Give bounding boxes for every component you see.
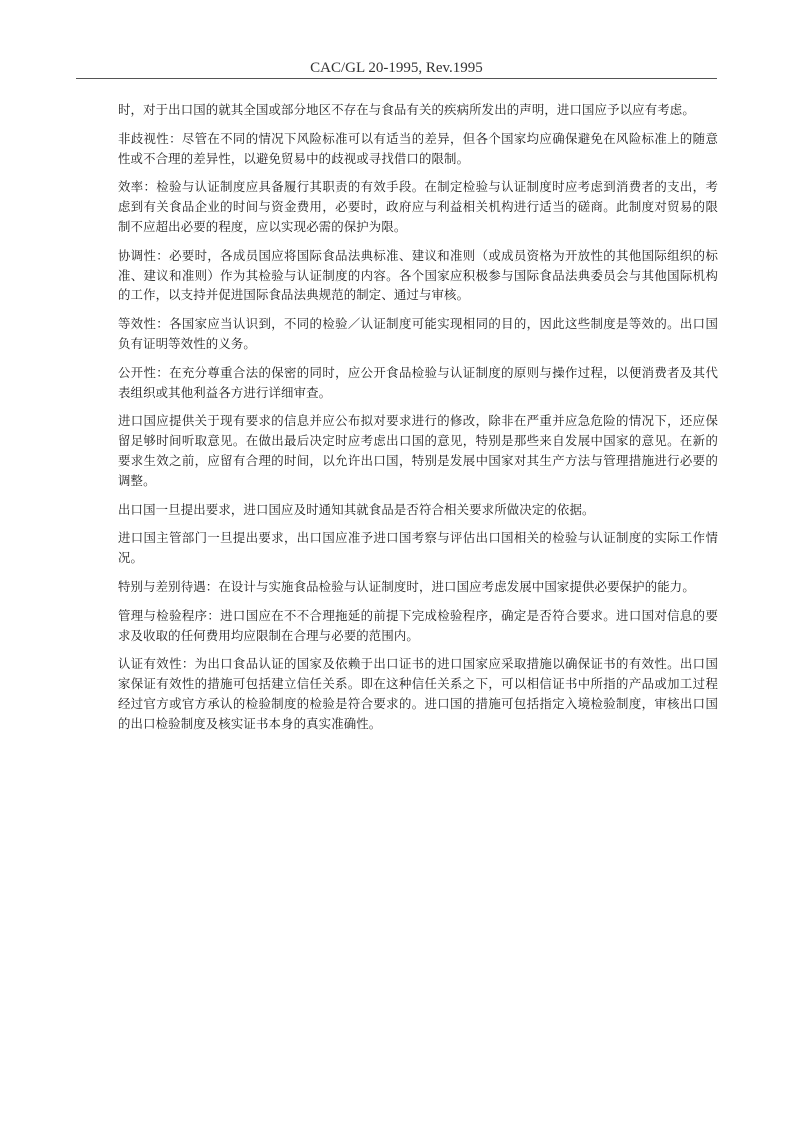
document-code-header: CAC/GL 20-1995, Rev.1995: [310, 60, 483, 76]
document-body: [118, 100, 718, 743]
paragraph-importer-information: 进口国应提供关于现有要求的信息并应公布拟对要求进行的修改，除非在严重并应急危险的情况下，还应保留足够时间听取意见。在做出最后决定时应考虑出口国的意见，特别是那些来自发展中国家的意见。在新的要求生效之前，应留有合理的时间，以允许出口国，特别是发展中国家对其生产方法与管理措施进行必要的调整。: [118, 413, 718, 488]
paragraph-harmonization: 协调性：必要时，各成员国应将国际食品法典标准、建议和准则（或成员资格为开放性的其他国际组织的标准、建议和准则）作为其检验与认证制度的内容。各个国家应积极参与国际食品法典委员会与其他国际机构的工作，以支持并促进国际食品法典规范的制定、通过与审核。: [118, 247, 718, 303]
paragraph-control-inspection-procedures: 管理与检验程序：进口国应在不不合理拖延的前提下完成检验程序，确定是否符合要求。进口国对信息的要求及收取的任何费用均应限制在合理与必要的范围内。: [118, 607, 718, 643]
header-divider: [76, 78, 717, 79]
paragraph-notification-of-decision: 出口国一旦提出要求，进口国应及时通知其就食品是否符合相关要求所做决定的依据。: [118, 501, 595, 517]
paragraph-equivalence: 等效性：各国家应当认识到，不同的检验／认证制度可能实现相同的目的，因此这些制度是等效的。出口国负有证明等效性的义务。: [118, 316, 718, 351]
paragraph-special-differential-treatment: 特别与差别待遇：在设计与实施食品检验与认证制度时，进口国应考虑发展中国家提供必要保护的能力。: [118, 578, 695, 594]
paragraph-efficiency: 效率：检验与认证制度应具备履行其职责的有效手段。在制定检验与认证制度时应考虑到消费者的支出，考虑到有关食品企业的时间与资金费用，必要时，政府应与利益相关机构进行适当的磋商。此制度对贸易的限制不应超出必要的程度，应以实现必需的保护为限。: [118, 179, 718, 234]
paragraph-on-site-assessment: 进口国主管部门一旦提出要求，出口国应准予进口国考察与评估出口国相关的检验与认证制度的实际工作情况。: [118, 530, 718, 566]
paragraph-transparency: 公开性：在充分尊重合法的保密的同时，应公开食品检验与认证制度的原则与操作过程，以便消费者及其代表组织或其他利益各方进行详细审查。: [118, 364, 718, 400]
paragraph-disease-free-declaration: 时，对于出口国的就其全国或部分地区不存在与食品有关的疾病所发出的声明，进口国应予以应有考虑。: [118, 102, 695, 117]
paragraph-certificate-validity: 认证有效性：为出口食品认证的国家及依赖于出口证书的进口国家应采取措施以确保证书的有效性。出口国家保证有效性的措施可包括建立信任关系。即在这种信任关系之下，可以相信证书中所指的产品或加工过程经过官方或官方承认的检验制度的检验是符合要求的。进口国的措施可包括指定入境检验制度，审核出口国的出口检验制度及核实证书本身的真实准确性。: [118, 656, 718, 731]
paragraph-non-discrimination: 非歧视性：尽管在不同的情况下风险标准可以有适当的差异，但各个国家均应确保避免在风险标准上的随意性或不合理的差异性，以避免贸易中的歧视或寻找借口的限制。: [118, 130, 718, 166]
